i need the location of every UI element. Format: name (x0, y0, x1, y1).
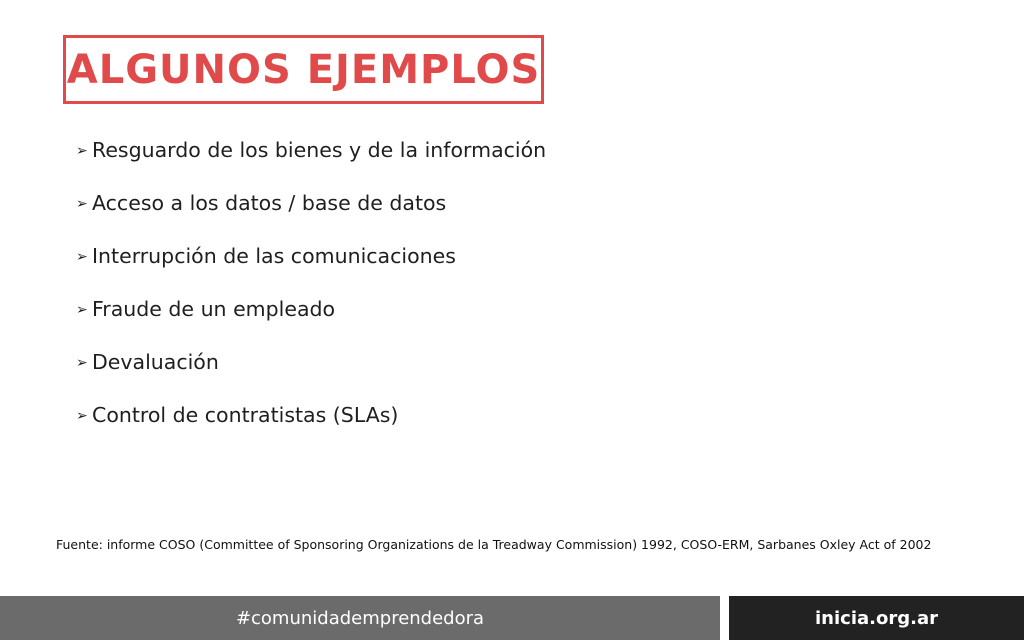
list-item (76, 403, 546, 456)
list-item-text: Fraude de un empleado (92, 297, 336, 321)
title-box (63, 35, 544, 104)
footer-hashtag-bar (0, 596, 720, 640)
arrow-bullet-icon: ➢ (76, 408, 88, 424)
list-item (76, 244, 546, 297)
list-item (76, 191, 546, 244)
arrow-bullet-icon: ➢ (76, 249, 88, 265)
arrow-bullet-icon: ➢ (76, 302, 88, 318)
list-item-text: Control de contratistas (SLAs) (92, 403, 399, 427)
list-item-text: Acceso a los datos / base de datos (92, 191, 447, 215)
footer-site-bar (729, 596, 1024, 640)
list-item-text: Devaluación (92, 350, 219, 374)
footer-hashtag: #comunidademprendedora (235, 607, 485, 629)
footer-site: inicia.org.ar (815, 607, 938, 629)
arrow-bullet-icon: ➢ (76, 143, 88, 159)
source-citation: Fuente: informe COSO (Committee of Sponsoring Organizations de la Treadway Commission) 1992, COSO-ERM, Sarbanes Oxley Act of 2002 (56, 537, 932, 552)
example-list (76, 138, 546, 456)
arrow-bullet-icon: ➢ (76, 355, 88, 371)
list-item (76, 297, 546, 350)
list-item (76, 138, 546, 191)
list-item-text: Resguardo de los bienes y de la información (92, 138, 547, 162)
list-item-text: Interrupción de las comunicaciones (92, 244, 456, 268)
list-item (76, 350, 546, 403)
page-title: ALGUNOS EJEMPLOS (66, 46, 541, 93)
arrow-bullet-icon: ➢ (76, 196, 88, 212)
